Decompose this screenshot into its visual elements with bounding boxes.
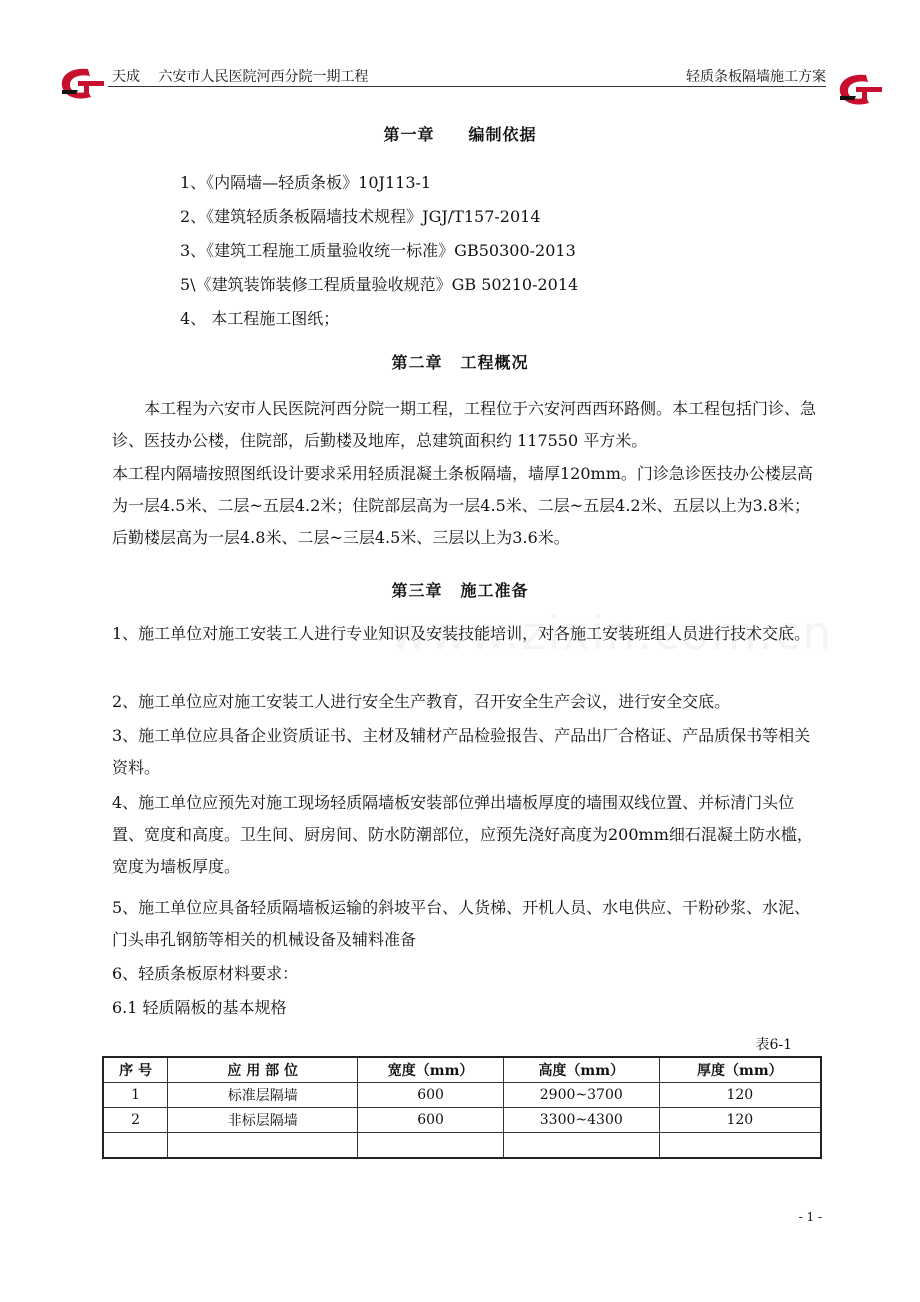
chapter-2-number: 第二章 xyxy=(391,353,443,372)
table-cell: 120 xyxy=(659,1083,821,1108)
wall-spec-paragraph: 本工程内隔墙按照图纸设计要求采用轻质混凝土条板隔墙，墙厚120mm。门诊急诊医技办公楼层高为一层4.5米、二层~五层4.2米；住院部层高为一层4.5米、二层~五层4.2米、五层以上为3.8米；后勤楼层高为一层4.8米、二层~三层4.5米、三层以上为3.6米。 xyxy=(112,464,813,547)
table-cell: 2900~3700 xyxy=(503,1083,659,1108)
header-divider xyxy=(108,86,826,87)
watermark xyxy=(390,606,833,660)
table-cell xyxy=(168,1133,358,1159)
prep-item: 4、施工单位应预先对施工现场轻质隔墙板安装部位弹出墙板厚度的墙围双线位置、并标清门头位置、宽度和高度。卫生间、厨房间、防水防潮部位，应预先浇好高度为200mm细石混凝土防水槛，宽度为墙板厚度。 xyxy=(112,793,813,876)
prep-item: 3、施工单位应具备企业资质证书、主材及辅材产品检验报告、产品出厂合格证、产品质保书等相关资料。 xyxy=(112,726,811,777)
table-cell: 600 xyxy=(358,1108,504,1133)
prep-item: 5、施工单位应具备轻质隔墙板运输的斜坡平台、人货梯、开机人员、水电供应、干粉砂浆、水泥、门头串孔钢筋等相关的机械设备及辅料准备 xyxy=(112,898,811,949)
table-row xyxy=(103,1083,821,1108)
table-row xyxy=(103,1133,821,1159)
column-header: 高度（mm） xyxy=(503,1057,659,1083)
tiancheng-logo-icon xyxy=(836,72,886,108)
reference-item: 1、《内隔墙—轻质条板》10J113-1 xyxy=(180,173,432,192)
table-cell: 非标层隔墙 xyxy=(168,1108,358,1133)
table-cell: 120 xyxy=(659,1108,821,1133)
table-cell xyxy=(659,1133,821,1159)
table-cell: 3300~4300 xyxy=(503,1108,659,1133)
chapter-1-title xyxy=(0,122,920,145)
chapter-3-title xyxy=(0,578,920,601)
prep-item: 1、施工单位对施工安装工人进行专业知识及安装技能培训，对各施工安装班组人员进行技术交底。 xyxy=(112,624,811,643)
chapter-1-number: 第一章 xyxy=(383,125,435,144)
table-caption: 表6-1 xyxy=(755,1037,792,1053)
column-header: 序 号 xyxy=(103,1057,168,1083)
table-header-row xyxy=(103,1057,821,1083)
chapter-3-number: 第三章 xyxy=(391,581,443,600)
prep-item: 6.1 轻质隔板的基本规格 xyxy=(112,998,287,1017)
prep-item: 2、施工单位应对施工安装工人进行安全生产教育，召开安全生产会议，进行安全交底。 xyxy=(112,692,731,711)
board-spec-table xyxy=(102,1056,822,1159)
column-header: 宽度（mm） xyxy=(358,1057,504,1083)
table-cell xyxy=(503,1133,659,1159)
chapter-2-name: 工程概况 xyxy=(460,353,529,372)
header-org: 天成 xyxy=(112,69,140,85)
reference-item: 2、《建筑轻质条板隔墙技术规程》JGJ/T157-2014 xyxy=(180,207,541,226)
chapter-2-title xyxy=(0,350,920,373)
table-row xyxy=(103,1108,821,1133)
column-header: 厚度（mm） xyxy=(659,1057,821,1083)
table-cell: 标准层隔墙 xyxy=(168,1083,358,1108)
table-cell: 2 xyxy=(103,1108,168,1133)
overview-paragraph: 本工程为六安市人民医院河西分院一期工程，工程位于六安河西西环路侧。本工程包括门诊、急诊、医技办公楼，住院部，后勤楼及地库，总建筑面积约 117550 平方米。 xyxy=(112,399,817,450)
tiancheng-logo-icon xyxy=(58,66,108,102)
chapter-1-name: 编制依据 xyxy=(468,125,537,144)
reference-item: 4、 本工程施工图纸； xyxy=(180,309,340,328)
header-project-line xyxy=(112,66,368,86)
table-cell: 600 xyxy=(358,1083,504,1108)
header-project: 六安市人民医院河西分院一期工程 xyxy=(158,69,369,85)
page-number: - 1 - xyxy=(798,1210,822,1224)
header-doc-title: 轻质条板隔墙施工方案 xyxy=(686,69,826,85)
reference-item: 5\《建筑装饰装修工程质量验收规范》GB 50210-2014 xyxy=(180,275,579,294)
table-cell xyxy=(358,1133,504,1159)
chapter-3-name: 施工准备 xyxy=(460,581,529,600)
prep-item: 6、轻质条板原材料要求： xyxy=(112,964,299,983)
reference-item: 3、《建筑工程施工质量验收统一标准》GB50300-2013 xyxy=(180,241,576,260)
table-cell: 1 xyxy=(103,1083,168,1108)
column-header: 应 用 部 位 xyxy=(168,1057,358,1083)
table-cell xyxy=(103,1133,168,1159)
